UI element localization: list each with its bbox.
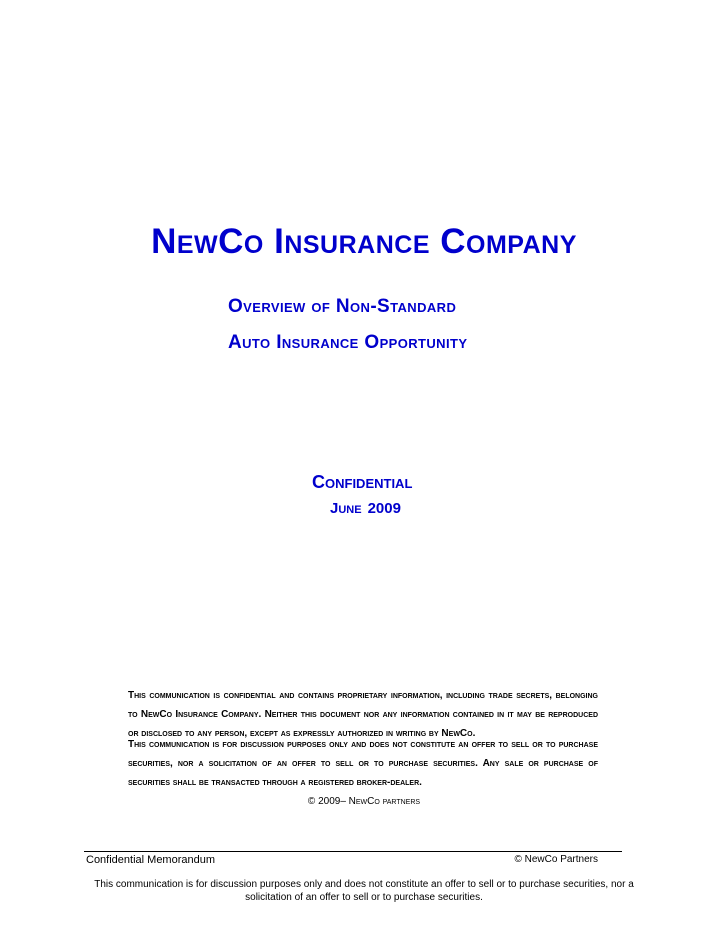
confidentiality-disclaimer: This communication is confidential and contains proprietary information, including trade secrets, belonging to NewCo Insurance Company. Neither this document nor any information contained in it may be reproduced or disclosed to any person, except as expressly authorized in writing by NewCo. — [128, 690, 598, 739]
document-date — [330, 500, 401, 517]
footer-left-label: Confidential Memorandum — [86, 854, 216, 866]
copyright-notice — [0, 796, 728, 807]
date-month: June — [330, 500, 362, 517]
footer-disclaimer: This communication is for discussion purposes only and does not constitute an offer to sell or to purchase securities, nor a solicitation of an offer to sell or to purchase securities. — [94, 879, 634, 903]
copyright-prefix: © 2009– — [307, 796, 349, 807]
footer-divider — [84, 851, 622, 852]
date-year: 2009 — [367, 500, 401, 517]
company-title: NewCo Insurance Company — [151, 222, 577, 261]
subtitle-line-1: Overview of Non-Standard — [228, 296, 457, 317]
confidential-label: Confidential — [312, 472, 413, 492]
footer-right-label: © NewCo Partners — [514, 854, 598, 865]
subtitle-line-2: Auto Insurance Opportunity — [228, 332, 468, 353]
securities-disclaimer: This communication is for discussion purposes only and does not constitute an offer to sell or to purchase securities, nor a solicitation of an offer to sell or to purchase securities. Any sale or purchase of securities shall be transacted through a registered broker-dealer. — [128, 739, 598, 788]
copyright-brand: NewCo partners — [348, 796, 421, 807]
